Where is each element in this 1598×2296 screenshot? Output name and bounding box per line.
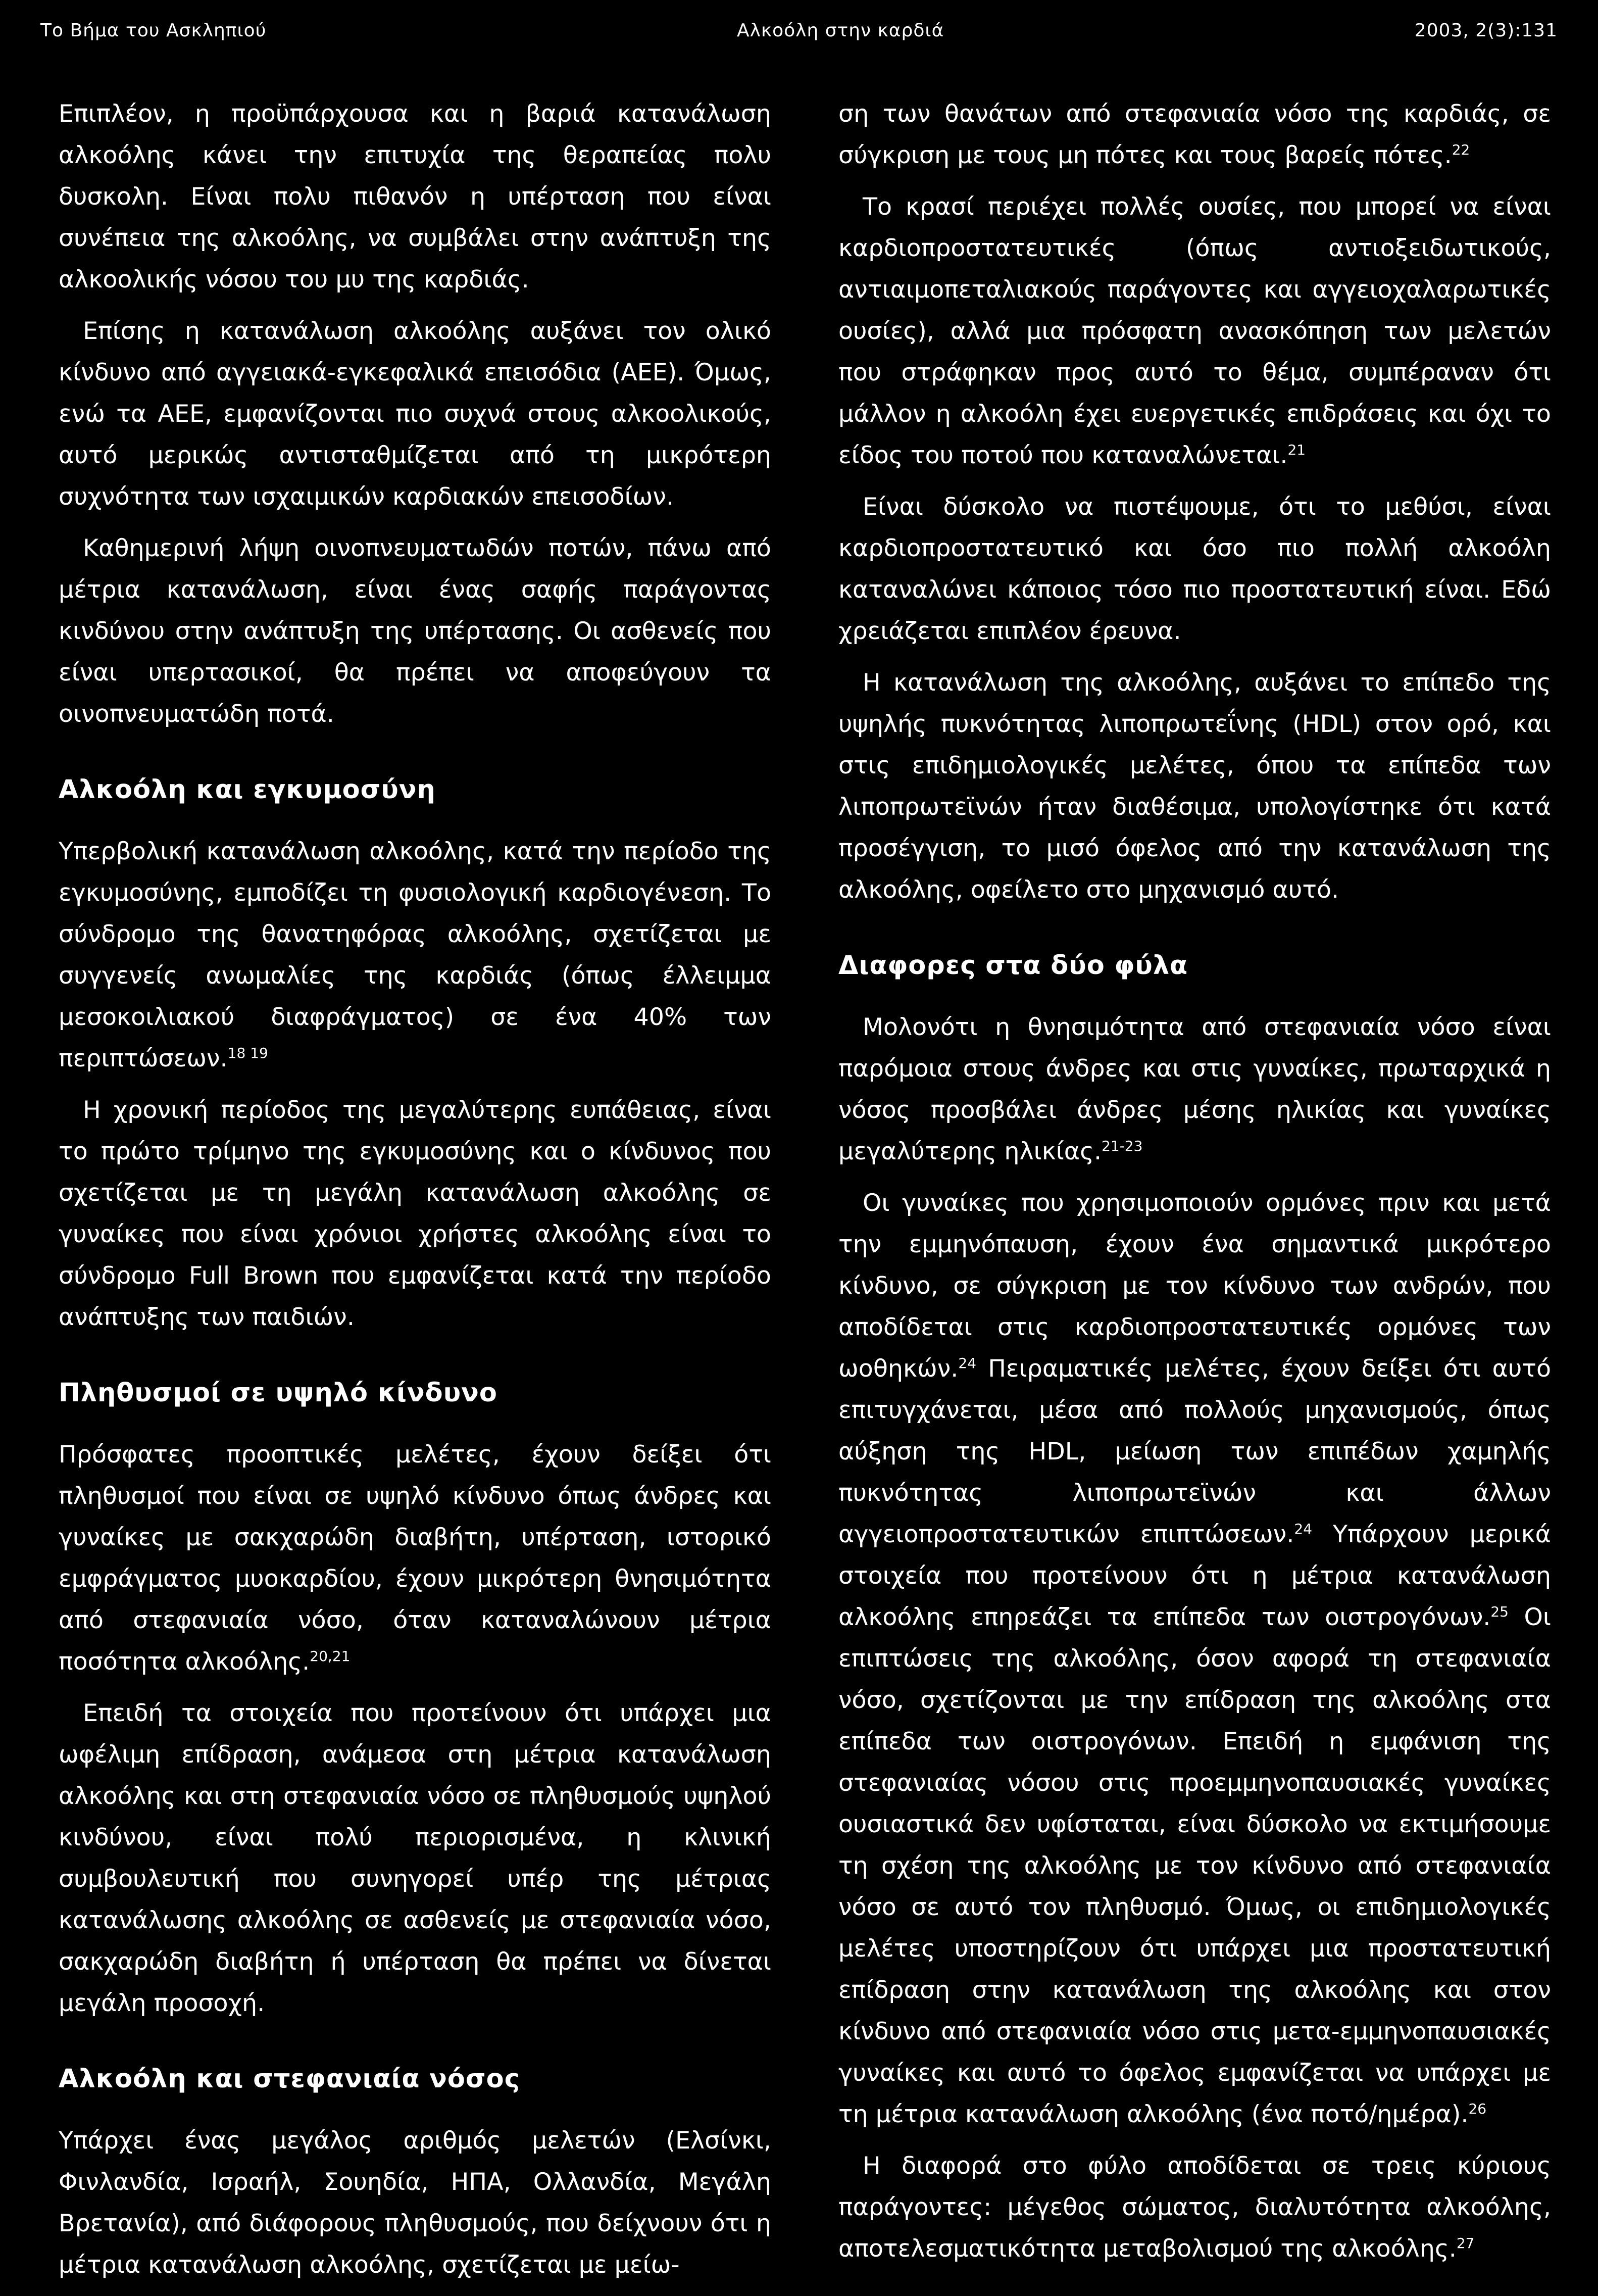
paragraph <box>838 186 1551 476</box>
paragraph <box>838 1007 1551 1173</box>
paragraph-text: Υπερβολική κατανάλωση αλκοόλης, κατά την περίοδο της εγκυμοσύνης, εμποδίζει τη φυσιολογική καρδιογένεση. Το σύνδρομο της θανατηφόρας αλκοόλης, σχετίζεται με συγγενείς ανωμαλίες της καρδιάς (όπως έλλειμμα μεσοκοιλιακού διαφράγματος) σε ένα 40% των περιπτώσεων. <box>59 838 771 1072</box>
paragraph-text: Οι γυναίκες που χρησιμοποιούν ορμόνες πριν και μετά την εμμηνόπαυση, έχουν ένα σημαντικά μικρότερο κίνδυνο, σε σύγκριση με τον κίνδυνο των ανδρών, που αποδίδεται στις καρδιοπροστατευτικές ορμόνες των ωοθηκών. <box>838 1189 1551 1383</box>
running-header <box>40 15 1558 45</box>
paragraph <box>59 1693 771 2024</box>
paragraph-text: Το κρασί περιέχει πολλές ουσίες, που μπορεί να είναι καρδιοπροστατευτικές (όπως αντιοξειδωτικούς, αντιαιμοπεταλιακούς παράγοντες και αγγειοχαλαρωτικές ουσίες), αλλά μια πρόσφατη ανασκόπηση των μελετών που στράφηκαν προς αυτό το θέμα, συμπέραναν ότι μάλλον η αλκοόλη έχει ευεργετικές επιδράσεις και όχι το είδος του ποτού που καταναλώνεται. <box>838 193 1551 469</box>
section-heading: Πληθυσμοί σε υψηλό κίνδυνο <box>59 1378 497 1408</box>
paragraph-text: Οι επιπτώσεις της αλκοόλης, όσον αφορά τη στεφανιαία νόσο, σχετίζονται με την επίδραση της αλκοόλης στα επίπεδα των οιστρογόνων. Επειδή η εμφάνιση της στεφανιαίας νόσου στις προεμμηνοπαυσιακές γυναίκες ουσιαστικά δεν υφίσταται, είναι δύσκολο να εκτιμήσουμε τη σχέση της αλκοόλης με τον κίνδυνο από στεφανιαία νόσο σε αυτό τον πληθυσμό. Όμως, οι επιδημιολογικές μελέτες υποστηρίζουν ότι υπάρχει μια προστατευτική επίδραση στην κατανάλωση της αλκοόλης και στον κίνδυνο από στεφανιαία νόσο στις μετα-εμμηνοπαυσιακές γυναίκες και αυτό το όφελος εμφανίζεται να υπάρχει με τη μέτρια κατανάλωση αλκοόλης (ένα ποτό/ημέρα). <box>838 1603 1551 2128</box>
left-column <box>59 93 771 2296</box>
paragraph <box>59 1090 771 1338</box>
paragraph-text: Μολονότι η θνησιμότητα από στεφανιαία νόσο είναι παρόμοια στους άνδρες και στις γυναίκες, πρωταρχικά η νόσος προσβάλει άνδρες μέσης ηλικίας και γυναίκες μεγαλύτερης ηλικίας. <box>838 1013 1551 1165</box>
reference-superscript: 27 <box>1456 2235 1475 2252</box>
reference-superscript: 18 19 <box>227 1045 268 1062</box>
section-heading: Αλκοόλη και στεφανιαία νόσος <box>59 2064 520 2094</box>
paragraph-text: Επίσης η κατανάλωση αλκοόλης αυξάνει τον ολικό κίνδυνο από αγγειακά-εγκεφαλικά επεισόδια (ΑΕΕ). Όμως, ενώ τα ΑΕΕ, εμφανίζονται πιο συχνά στους αλκοολικούς, αυτό μερικώς αντισταθμίζεται από τη μικρότερη συχνότητα των ισχαιμικών καρδιακών επεισοδίων. <box>59 317 771 511</box>
section-heading: Αλκοόλη και εγκυμοσύνη <box>59 775 436 805</box>
journal-name: Το Βήμα του Ασκληπιού <box>40 20 267 41</box>
paragraph-text: Επειδή τα στοιχεία που προτείνουν ότι υπάρχει μια ωφέλιμη επίδραση, ανάμεσα στη μέτρια κατανάλωση αλκοόλης και στη στεφανιαία νόσο σε πληθυσμούς υψηλού κινδύνου, είναι πολύ περιορισμένα, η κλινική συμβουλευτική που συνηγορεί υπέρ της μέτριας κατανάλωσης αλκοόλης σε ασθενείς με στεφανιαία νόσο, σακχαρώδη διαβήτη ή υπέρταση θα πρέπει να δίνεται μεγάλη προσοχή. <box>59 1699 771 2017</box>
reference-superscript: 24 <box>1294 1521 1313 1538</box>
paragraph <box>59 311 771 518</box>
paragraph-text: Η διαφορά στο φύλο αποδίδεται σε τρεις κύριους παράγοντες: μέγεθος σώματος, διαλυτότητα αλκοόλης, αποτελεσματικότητα μεταβολισμού της αλκοόλης. <box>838 2152 1551 2263</box>
paragraph <box>59 2120 771 2286</box>
paragraph-text: Καθημερινή λήψη οινοπνευματωδών ποτών, πάνω από μέτρια κατανάλωση, είναι ένας σαφής παράγοντας κινδύνου στην ανάπτυξη της υπέρτασης. Οι ασθενείς που είναι υπερτασικοί, θα πρέπει να αποφεύγουν τα οινοπνευματώδη ποτά. <box>59 534 771 728</box>
reference-superscript: 25 <box>1490 1603 1509 1621</box>
section-heading: Διαφορες στα δύο φύλα <box>838 951 1188 981</box>
paragraph <box>838 486 1551 652</box>
reference-superscript: 24 <box>958 1355 977 1372</box>
paragraph <box>59 831 771 1080</box>
right-column <box>838 93 1551 2280</box>
reference-superscript: 21-23 <box>1102 1138 1143 1155</box>
reference-superscript: 20,21 <box>310 1648 351 1665</box>
paragraph <box>838 2145 1551 2270</box>
paragraph-text: ση των θανάτων από στεφανιαία νόσο της καρδιάς, σε σύγκριση με τους μη πότες και τους βαρείς πότες. <box>838 100 1551 169</box>
reference-superscript: 22 <box>1452 141 1470 159</box>
citation: 2003, 2(3):131 <box>1414 20 1558 41</box>
reference-superscript: 26 <box>1468 2100 1487 2118</box>
paragraph <box>838 662 1551 911</box>
article-topic: Αλκοόλη στην καρδιά <box>736 20 944 41</box>
paragraph-text: Είναι δύσκολο να πιστέψουμε, ότι το μεθύσι, είναι καρδιοπροστατευτικό και όσο πιο πολλή αλκοόλη καταναλώνει κάποιος τόσο πιο προστατευτική είναι. Εδώ χρειάζεται επιπλέον έρευνα. <box>838 493 1551 645</box>
paragraph-text: Υπάρχει ένας μεγάλος αριθμός μελετών (Ελσίνκι, Φινλανδία, Ισραήλ, Σουηδία, ΗΠΑ, Ολλανδία, Μεγάλη Βρετανία), από διάφορους πληθυσμούς, που δείχνουν ότι η μέτρια κατανάλωση αλκοόλης, σχετίζεται με μείω- <box>59 2127 771 2279</box>
paragraph-text: Πρόσφατες προοπτικές μελέτες, έχουν δείξει ότι πληθυσμοί που είναι σε υψηλό κίνδυνο όπως άνδρες και γυναίκες με σακχαρώδη διαβήτη, υπέρταση, ιστορικό εμφράγματος μυοκαρδίου, έχουν μικρότερη θνησιμότητα από στεφανιαία νόσο, όταν καταναλώνουν μέτρια ποσότητα αλκοόλης. <box>59 1441 771 1676</box>
paragraph <box>838 93 1551 176</box>
paragraph <box>59 528 771 735</box>
paragraph <box>59 93 771 301</box>
paragraph-text: Η κατανάλωση της αλκοόλης, αυξάνει το επίπεδο της υψηλής πυκνότητας λιποπρωτεΐνης (HDL) στον ορό, και στις επιδημιολογικές μελέτες, όπου τα επίπεδα των λιποπρωτεϊνών ήταν διαθέσιμα, υπολογίστηκε ότι κατά προσέγγιση, το μισό όφελος από την κατανάλωση της αλκοόλης, οφείλετο στο μηχανισμό αυτό. <box>838 669 1551 904</box>
paragraph-text: Υπάρχουν μερικά στοιχεία που προτείνουν ότι η μέτρια κατανάλωση αλκοόλης επηρεάζει τα επίπεδα των οιστρογόνων. <box>838 1521 1551 1631</box>
paragraph-text: Η χρονική περίοδος της μεγαλύτερης ευπάθειας, είναι το πρώτο τρίμηνο της εγκυμοσύνης και ο κίνδυνος που σχετίζεται με τη μεγάλη κατανάλωση αλκοόλης σε γυναίκες που είναι χρόνιοι χρήστες αλκοόλης είναι το σύνδρομο Full Brown που εμφανίζεται κατά την περίοδο ανάπτυξης των παιδιών. <box>59 1096 771 1331</box>
reference-superscript: 21 <box>1287 442 1306 459</box>
paragraph-text: Επιπλέον, η προϋπάρχουσα και η βαριά κατανάλωση αλκοόλης κάνει την επιτυχία της θεραπείας πολυ δυσκολη. Είναι πολυ πιθανόν η υπέρταση που είναι συνέπεια της αλκοόλης, να συμβάλει στην ανάπτυξη της αλκοολικής νόσου του μυ της καρδιάς. <box>59 100 771 294</box>
paragraph <box>59 1434 771 1683</box>
paragraph <box>838 1183 1551 2135</box>
paragraph-text: Πειραματικές μελέτες, έχουν δείξει ότι αυτό επιτυγχάνεται, μέσα από πολλούς μηχανισμούς, όπως αύξηση της HDL, μείωση των επιπέδων χαμηλής πυκνότητας λιποπρωτεϊνών και άλλων αγγειοπροστατευτικών επιπτώσεων. <box>838 1355 1551 1548</box>
